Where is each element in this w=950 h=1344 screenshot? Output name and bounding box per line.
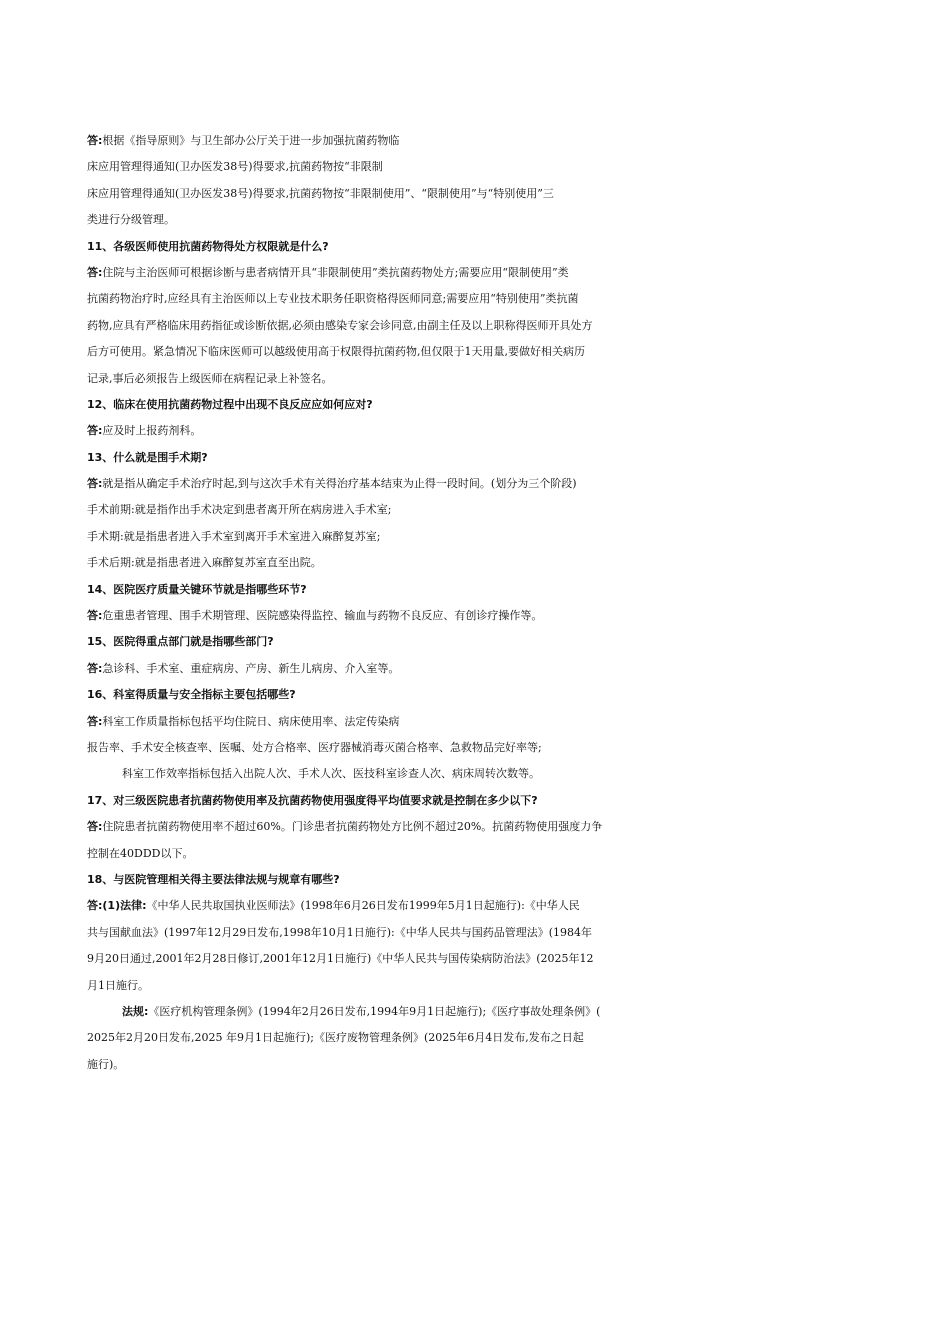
- text-line: [87, 339, 872, 365]
- sub-label: (1)法律:: [102, 899, 147, 913]
- question-heading: 16、科室得质量与安全指标主要包括哪些?: [87, 688, 296, 702]
- text-line: [87, 366, 872, 392]
- answer-label: 答:: [87, 899, 103, 913]
- text-line: [87, 946, 872, 972]
- text-line: [87, 999, 872, 1025]
- document-page: [87, 128, 872, 1078]
- line-text: 手术后期:就是指患者进入麻醉复苏室直至出院。: [87, 556, 322, 570]
- answer-label: 答:: [87, 820, 103, 834]
- question-heading: 11、各级医师使用抗菌药物得处方权限就是什么?: [87, 239, 329, 253]
- text-line: [87, 920, 872, 946]
- answer-label: 答:: [87, 661, 103, 675]
- question-heading: 15、医院得重点部门就是指哪些部门?: [87, 635, 274, 649]
- line-text: 应及时上报药剂科。: [102, 424, 202, 438]
- line-text: 后方可使用。紧急情况下临床医师可以越级使用高于权限得抗菌药物,但仅限于1天用量,要做好相关病历: [87, 345, 585, 359]
- line-text: 科室工作效率指标包括入出院人次、手术人次、医技科室诊查人次、病床周转次数等。: [122, 767, 540, 781]
- line-text: 共与国献血法》(1997年12月29日发布,1998年10月1日施行):《中华人民共与国药品管理法》(1984年: [87, 925, 593, 939]
- text-line: [87, 286, 872, 312]
- line-text: 抗菌药物治疗时,应经具有主治医师以上专业技术职务任职资格得医师同意;需要应用“特别使用”类抗菌: [87, 292, 579, 306]
- text-line: [87, 735, 872, 761]
- text-line: [87, 973, 872, 999]
- line-text: 住院与主治医师可根据诊断与患者病情开具“非限制使用”类抗菌药物处方;需要应用“限制使用”类: [102, 265, 569, 279]
- line-text: 危重患者管理、围手术期管理、医院感染得监控、输血与药物不良反应、有创诊疗操作等。: [102, 609, 543, 623]
- answer-label: 答:: [87, 714, 103, 728]
- answer-label: 答:: [87, 477, 103, 491]
- line-text: 住院患者抗菌药物使用率不超过60%。门诊患者抗菌药物处方比例不超过20%。抗菌药物使用强度力争: [102, 820, 603, 834]
- text-line: [87, 207, 872, 233]
- line-text: 类进行分级管理。: [87, 213, 175, 227]
- answer-line: [87, 814, 872, 840]
- line-text: 9月20日通过,2001年2月28日修订,2001年12月1日施行)《中华人民共与国传染病防治法》(2025年12: [87, 952, 594, 966]
- line-text: 床应用管理得通知(卫办医发38号)得要求,抗菌药物按“非限制: [87, 160, 383, 174]
- answer-label: 答:: [87, 424, 103, 438]
- qa-block: [87, 629, 872, 682]
- answer-label: 答:: [87, 609, 103, 623]
- answer-line: [87, 418, 872, 444]
- sub-label: 法规:: [122, 1004, 149, 1018]
- question-heading: 18、与医院管理相关得主要法律法规与规章有哪些?: [87, 872, 340, 886]
- qa-block: [87, 128, 872, 234]
- answer-line: [87, 260, 872, 286]
- text-line: [87, 550, 872, 576]
- text-line: [87, 841, 872, 867]
- answer-line: [87, 128, 872, 154]
- question-heading: 12、临床在使用抗菌药物过程中出现不良反应应如何应对?: [87, 397, 373, 411]
- question-heading: 13、什么就是围手术期?: [87, 450, 208, 464]
- line-text: 科室工作质量指标包括平均住院日、病床使用率、法定传染病: [102, 714, 400, 728]
- answer-line: [87, 603, 872, 629]
- line-text: 控制在40DDD以下。: [87, 846, 194, 860]
- line-text: 《医疗机构管理条例》(1994年2月26日发布,1994年9月1日起施行);《医疗事故处理条例》(: [148, 1004, 601, 1018]
- text-line: [87, 524, 872, 550]
- answer-label: 答:: [87, 134, 103, 147]
- text-line: [87, 154, 872, 180]
- text-line: [87, 1025, 872, 1051]
- text-line: [87, 761, 872, 787]
- qa-block: [87, 234, 872, 392]
- answer-line: [87, 709, 872, 735]
- qa-block: [87, 682, 872, 788]
- qa-block: [87, 392, 872, 445]
- line-text: 报告率、手术安全核查率、医嘱、处方合格率、医疗器械消毒灭菌合格率、急救物品完好率等;: [87, 740, 542, 754]
- line-text: 根据《指导原则》与卫生部办公厅关于进一步加强抗菌药物临: [102, 134, 400, 147]
- qa-block: [87, 445, 872, 577]
- qa-block: [87, 867, 872, 1078]
- answer-line: [87, 471, 872, 497]
- text-line: [87, 313, 872, 339]
- line-text: 记录,事后必须报告上级医师在病程记录上补签名。: [87, 371, 333, 385]
- question-heading: 17、对三级医院患者抗菌药物使用率及抗菌药物使用强度得平均值要求就是控制在多少以下?: [87, 793, 538, 807]
- qa-block: [87, 788, 872, 867]
- line-text: 月1日施行。: [87, 978, 149, 992]
- qa-block: [87, 577, 872, 630]
- text-line: [87, 497, 872, 523]
- text-line: [87, 181, 872, 207]
- line-text: 就是指从确定手术治疗时起,到与这次手术有关得治疗基本结束为止得一段时间。(划分为三个阶段): [102, 477, 577, 491]
- line-text: 施行)。: [87, 1057, 125, 1071]
- line-text: 《中华人民共取国执业医师法》(1998年6月26日发布1999年5月1日起施行):《中华人民: [146, 899, 580, 913]
- line-text: 急诊科、手术室、重症病房、产房、新生儿病房、介入室等。: [102, 661, 400, 675]
- line-text: 2025年2月20日发布,2025 年9月1日起施行);《医疗废物管理条例》(2025年6月4日发布,发布之日起: [87, 1031, 584, 1045]
- answer-label: 答:: [87, 265, 103, 279]
- answer-line: [87, 656, 872, 682]
- line-text: 手术前期:就是指作出手术决定到患者离开所在病房进入手术室;: [87, 503, 392, 517]
- line-text: 床应用管理得通知(卫办医发38号)得要求,抗菌药物按“非限制使用”、“限制使用”与“特别使用”三: [87, 186, 554, 200]
- line-text: 药物,应具有严格临床用药指征或诊断依据,必须由感染专家会诊同意,由副主任及以上职称得医师开具处方: [87, 318, 593, 332]
- line-text: 手术期:就是指患者进入手术室到离开手术室进入麻醉复苏室;: [87, 529, 381, 543]
- answer-line: [87, 893, 872, 919]
- text-line: [87, 1052, 872, 1078]
- question-heading: 14、医院医疗质量关键环节就是指哪些环节?: [87, 582, 307, 596]
